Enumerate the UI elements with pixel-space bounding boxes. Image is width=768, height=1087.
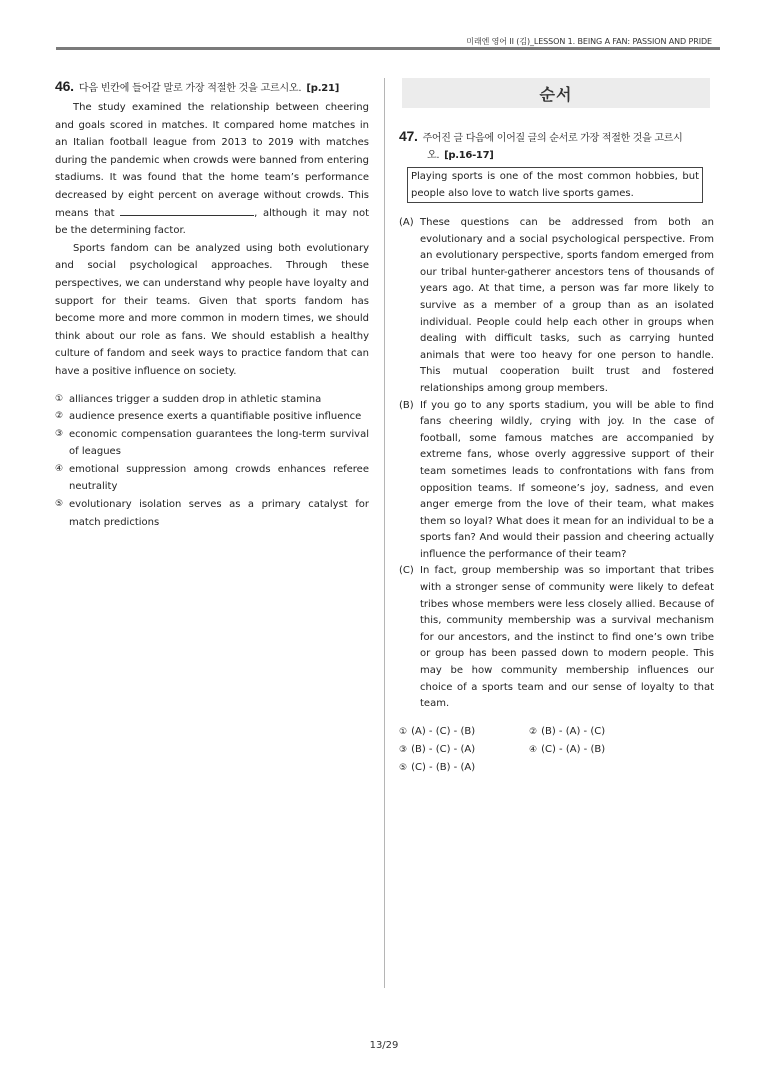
question-number: 47. <box>399 128 418 144</box>
passage-c <box>399 563 714 712</box>
passage-paragraph-2: Sports fandom can be analyzed using both evolutionary and social psychological approaches. Through these perspectives, we can understand why people have loyalty and support for their teams. Given that sports fandom has become more and more common in modern times, we should think about our role as fans. We should establish a healthy culture of fandom and seek ways to practice fandom that can have a positive influence on society. <box>55 242 369 377</box>
answer-choice[interactable] <box>529 741 659 759</box>
question-46-title <box>55 78 369 97</box>
choice-number: ⑤ <box>399 762 408 773</box>
passage-b <box>399 398 714 564</box>
answer-choice[interactable] <box>399 741 529 759</box>
passage-label: (C) <box>399 565 414 577</box>
section-banner: 순서 <box>402 78 710 108</box>
choice-number: ④ <box>529 744 538 755</box>
passage-a <box>399 215 714 398</box>
given-text-box: Playing sports is one of the most common hobbies, but people also love to watch live sports games. <box>407 167 703 203</box>
page-reference: [p.21] <box>306 83 340 94</box>
question-47 <box>399 78 714 777</box>
answer-option[interactable] <box>55 461 369 496</box>
answer-choices <box>399 723 714 777</box>
passage-text: , although it may not be the determining factor. <box>55 207 369 237</box>
passage-text: The study examined the relationship between cheering and goals scored in matches. It compared home matches in an Italian football league from 2013 to 2019 with matches during the pandemic when crowds were banned from entering stadiums. It was found that the home team’s performance decreased by eight percent on average without crowds. This means that <box>55 102 369 219</box>
question-number: 46. <box>55 78 74 94</box>
option-text: economic compensation guarantees the long-term survival of leagues <box>69 428 369 458</box>
choice-number: ② <box>529 726 538 737</box>
answer-options <box>55 391 369 532</box>
option-text: audience presence exerts a quantifiable positive influence <box>69 411 362 423</box>
question-46 <box>55 78 369 531</box>
option-text: emotional suppression among crowds enhances referee neutrality <box>69 463 369 493</box>
header-title: 미래엔 영어 II (김)_LESSON 1. BEING A FAN: PASSION AND PRIDE <box>466 37 712 46</box>
passage-paragraph-1 <box>55 99 369 240</box>
option-number: ⑤ <box>55 499 64 510</box>
choice-text: (B) - (C) - (A) <box>411 743 476 755</box>
passage-label: (A) <box>399 217 414 228</box>
choice-text: (A) - (C) - (B) <box>411 725 476 737</box>
passage-label: (B) <box>399 399 414 411</box>
answer-option[interactable] <box>55 426 369 461</box>
choice-text: (C) - (A) - (B) <box>541 743 606 755</box>
header-rule <box>56 47 720 50</box>
option-number: ③ <box>55 428 64 439</box>
passage-list <box>399 215 714 713</box>
choice-number: ③ <box>399 744 408 755</box>
answer-option[interactable] <box>55 408 369 426</box>
answer-choice[interactable] <box>399 723 529 741</box>
answer-option[interactable] <box>55 391 369 409</box>
option-number: ① <box>55 393 64 404</box>
option-number: ④ <box>55 463 64 474</box>
option-text: evolutionary isolation serves as a primary catalyst for match predictions <box>69 499 369 528</box>
passage-text: These questions can be addressed from both an evolutionary and a social psychological perspective. From an evolutionary perspective, sports fandom emerged from our tribal hunter-gatherer ancestors tens of thousands of years ago. At that time, a person was far more likely to survive as a member of a group than as an isolated individual. People could help each other in groups when dealing with difficult tasks, such as carrying hunted animals that were too heavy for one person to handle. This mutual cooperation built trust and fostered relationships among group members. <box>420 217 714 394</box>
column-divider <box>384 78 385 988</box>
answer-choice[interactable] <box>529 723 659 741</box>
option-text: alliances trigger a sudden drop in athletic stamina <box>69 393 322 405</box>
question-prompt: 다음 빈칸에 들어갈 말로 가장 적절한 것을 고르시오. <box>78 83 302 94</box>
question-prompt-continued: 오. <box>427 150 440 161</box>
option-number: ② <box>55 411 64 422</box>
choice-number: ① <box>399 726 408 737</box>
answer-option[interactable] <box>55 496 369 531</box>
answer-choice[interactable] <box>399 759 529 777</box>
passage-text: In fact, group membership was so important that tribes with a stronger sense of community were likely to defeat tribes whose members were less closely allied. Because of this, community membership was a survival mechanism for our ancestors, and the instinct to find one’s own tribe or group has been passed down to modern people. This may be how community membership influences our choice of a sports team and our sense of loyalty to that team. <box>420 565 714 710</box>
question-47-title <box>399 128 714 164</box>
choice-text: (B) - (A) - (C) <box>541 725 606 737</box>
page-number: 13/29 <box>369 1040 399 1051</box>
choice-text: (C) - (B) - (A) <box>411 761 476 773</box>
passage-text: If you go to any sports stadium, you will be able to find fans cheering wildly, crying with joy. In the case of football, some famous matches are accompanied by extreme fans, whose overly aggressive support of their team sometimes leads to confrontations with fans from opposition teams. If someone’s joy, sadness, and even anger emerge from the love of their team, what makes them so loyal? What does it mean for an individual to be a sports fan? And would their passion and cheering actually influence the performance of their team? <box>420 399 714 560</box>
question-prompt: 주어진 글 다음에 이어질 글의 순서로 가장 적절한 것을 고르시 <box>422 133 683 144</box>
answer-blank <box>120 205 254 216</box>
page-reference: [p.16-17] <box>444 150 494 161</box>
